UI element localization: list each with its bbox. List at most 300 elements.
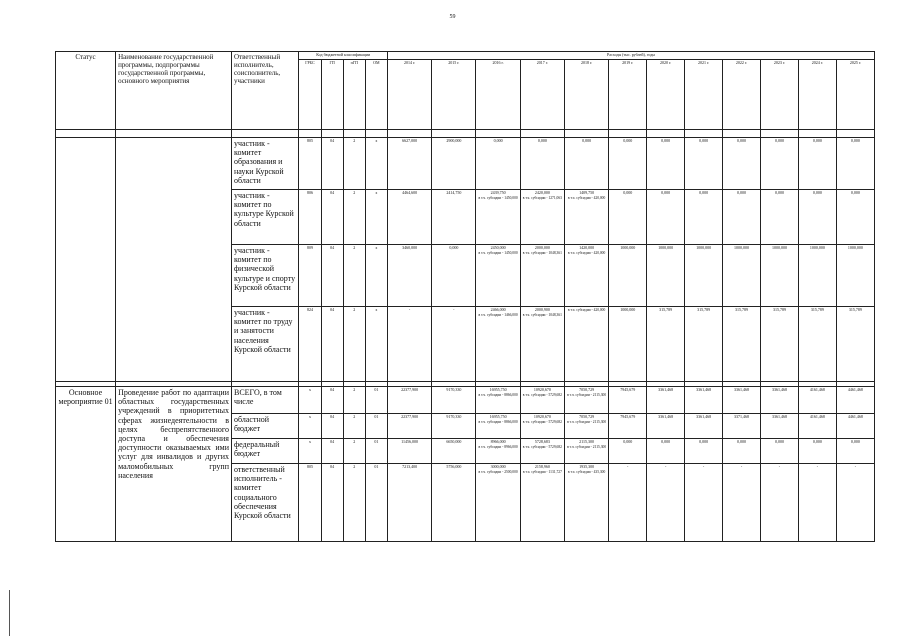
gap-cell xyxy=(343,130,365,138)
value-text: 4464,600 xyxy=(402,190,418,195)
value-cell xyxy=(685,464,723,542)
value-cell xyxy=(798,138,836,190)
value-cell xyxy=(723,138,761,190)
subsidy-note: в т.ч. субсидии - 1450,000 xyxy=(478,250,518,255)
subsidy-note: в т.ч. субсидии - 5729,682 xyxy=(522,419,562,424)
value-cell xyxy=(836,307,874,382)
main-event-name: Проведение работ по адаптации областных государственных учреждений в приоритетных сферах жизнедеятельности в целях беспрепятственного доступа и обеспечения доступности оказываемых ими услуг для инвалидов и других маломобильных групп населения xyxy=(116,387,232,542)
name-cell-empty xyxy=(116,138,232,382)
value-text: 2000,000 xyxy=(534,245,550,250)
value-text: 1935,300 xyxy=(579,464,595,469)
value-text: - xyxy=(778,464,781,469)
executor-cell: участник - комитет образования и науки Курской области xyxy=(231,138,298,190)
value-cell xyxy=(476,190,520,245)
value-cell xyxy=(387,439,431,464)
value-cell xyxy=(564,387,608,414)
executor-cell: участник - комитет по культуре Курской области xyxy=(231,190,298,245)
value-cell xyxy=(432,414,476,439)
value-text: 2900,000 xyxy=(446,138,462,143)
header-code-2: пГП xyxy=(343,60,365,130)
value-text: 1000,000 xyxy=(620,307,636,312)
value-text: 4161,468 xyxy=(809,387,825,392)
code-cell: 2 xyxy=(343,190,365,245)
value-text: 1420,000 xyxy=(579,245,595,250)
value-text: 2115,300 xyxy=(579,439,595,444)
value-text: 10920,670 xyxy=(533,387,551,392)
page-number: 59 xyxy=(449,14,456,20)
value-cell xyxy=(760,138,798,190)
value-cell xyxy=(685,387,723,414)
value-cell xyxy=(836,414,874,439)
code-cell: 04 xyxy=(321,190,343,245)
subsidy-note: в т.ч. субсидии - 2500,000 xyxy=(478,469,518,474)
value-cell xyxy=(836,245,874,307)
value-text: 1000,000 xyxy=(771,245,787,250)
scan-edge-mark xyxy=(9,590,10,636)
value-cell xyxy=(685,307,723,382)
value-text: 3361,468 xyxy=(734,387,749,392)
value-cell xyxy=(723,190,761,245)
gap-cell xyxy=(387,130,431,138)
value-text: 2466,000 xyxy=(490,307,506,312)
header-expenses-group: Расходы (тыс. рублей), годы xyxy=(387,52,874,60)
gap-cell xyxy=(798,130,836,138)
value-text: 0,000 xyxy=(850,138,860,143)
code-cell: 2 xyxy=(343,464,365,542)
value-text: 315,789 xyxy=(772,307,786,312)
value-cell xyxy=(432,387,476,414)
value-cell xyxy=(760,307,798,382)
subsidy-note: в т.ч. субсидии - 1466,000 xyxy=(478,312,518,317)
value-text: 3371,468 xyxy=(734,414,749,419)
value-cell xyxy=(609,387,647,414)
value-text: 0,000 xyxy=(850,190,860,195)
gap-cell xyxy=(321,130,343,138)
code-cell: х xyxy=(299,414,321,439)
executor-cell: ответственный исполнитель - комитет социального обеспечения Курской области xyxy=(231,464,298,542)
value-cell xyxy=(564,464,608,542)
header-year-5: 2019 г. xyxy=(609,60,647,130)
value-cell xyxy=(798,414,836,439)
subsidy-note: в т.ч. субсидии - 1271,063 xyxy=(522,195,562,200)
value-text: 22377,900 xyxy=(401,387,419,392)
header-year-2: 2016 г. xyxy=(476,60,520,130)
value-text: 7213,400 xyxy=(402,464,418,469)
code-cell: 2 xyxy=(343,439,365,464)
code-cell: х xyxy=(365,138,387,190)
value-text: 0,000 xyxy=(661,138,671,143)
value-text: 315,789 xyxy=(848,307,862,312)
value-cell xyxy=(609,138,647,190)
value-cell xyxy=(432,190,476,245)
code-cell: 01 xyxy=(365,439,387,464)
gap-cell xyxy=(520,130,564,138)
value-text: 3361,468 xyxy=(771,387,787,392)
value-cell xyxy=(609,414,647,439)
value-text: - xyxy=(627,464,629,469)
value-cell xyxy=(760,464,798,542)
value-text: 5728,683 xyxy=(534,439,550,444)
subsidy-note: в т.ч. субсидии - 1450,000 xyxy=(478,195,518,200)
value-text: - xyxy=(408,307,411,312)
subsidy-note: в т.ч. субсидии - 5729,682 xyxy=(522,444,562,449)
header-year-10: 2024 г. xyxy=(798,60,836,130)
value-text: 0,000 xyxy=(812,439,822,444)
value-text: 6627,000 xyxy=(402,138,418,143)
value-text: 4161,468 xyxy=(809,414,825,419)
gap-cell xyxy=(432,130,476,138)
header-code-1: ГП xyxy=(321,60,343,130)
value-cell xyxy=(647,414,685,439)
value-cell xyxy=(798,190,836,245)
value-cell xyxy=(798,464,836,542)
value-text: 0,000 xyxy=(812,190,822,195)
value-text: 7050,729 xyxy=(579,414,595,419)
header-year-4: 2018 г. xyxy=(564,60,608,130)
value-cell xyxy=(609,307,647,382)
subsidy-note: в т.ч. субсидии - 5729,682 xyxy=(522,392,562,397)
value-text: 3361,468 xyxy=(658,414,674,419)
value-cell xyxy=(760,245,798,307)
value-cell xyxy=(520,387,564,414)
subsidy-note: в т.ч. субсидии - 420,000 xyxy=(567,195,606,200)
code-cell: 2 xyxy=(343,387,365,414)
value-text: 1000,000 xyxy=(696,245,712,250)
value-text: 0,000 xyxy=(623,138,633,143)
value-cell xyxy=(798,307,836,382)
value-cell xyxy=(432,138,476,190)
value-cell xyxy=(760,190,798,245)
executor-cell: участник - комитет по физической культуре и спорту Курской области xyxy=(231,245,298,307)
gap-cell xyxy=(564,130,608,138)
value-text: 7050,729 xyxy=(579,387,595,392)
value-cell xyxy=(760,414,798,439)
value-text: 2158,960 xyxy=(534,464,550,469)
header-status: Статус xyxy=(56,52,116,130)
value-cell xyxy=(432,307,476,382)
value-cell xyxy=(760,439,798,464)
value-cell xyxy=(647,138,685,190)
value-cell xyxy=(432,439,476,464)
value-cell xyxy=(476,387,520,414)
value-cell xyxy=(685,414,723,439)
value-cell xyxy=(836,387,874,414)
value-cell xyxy=(685,190,723,245)
subsidy-note: в т.ч. субсидии - 435,300 xyxy=(567,469,606,474)
value-text: 2414,750 xyxy=(446,190,462,195)
value-cell xyxy=(647,439,685,464)
subsidy-note: в т.ч. субсидии - 420,000 xyxy=(567,308,606,312)
value-cell xyxy=(564,439,608,464)
value-text: 4461,468 xyxy=(847,414,863,419)
value-text: 0,000 xyxy=(774,439,784,444)
value-cell xyxy=(387,414,431,439)
code-cell: 806 xyxy=(299,190,321,245)
value-cell xyxy=(564,138,608,190)
value-cell xyxy=(520,464,564,542)
executor-cell: областной бюджет xyxy=(231,414,298,439)
value-text: 10920,670 xyxy=(533,414,551,419)
value-text: 0,000 xyxy=(623,439,633,444)
value-cell xyxy=(798,387,836,414)
value-text: - xyxy=(816,464,819,469)
code-cell: 04 xyxy=(321,387,343,414)
value-text: 3361,468 xyxy=(771,414,787,419)
gap-cell xyxy=(760,130,798,138)
code-cell: 2 xyxy=(343,138,365,190)
header-executor: Ответственный исполнитель, соисполнитель, участники xyxy=(231,52,298,130)
value-cell xyxy=(387,245,431,307)
value-cell xyxy=(387,190,431,245)
value-cell xyxy=(564,190,608,245)
value-cell xyxy=(723,307,761,382)
value-text: 16955,750 xyxy=(489,387,507,392)
value-text: 11456,000 xyxy=(401,439,419,444)
code-cell: 2 xyxy=(343,414,365,439)
value-text: 5756,000 xyxy=(446,464,462,469)
status-cell-empty xyxy=(56,138,116,382)
gap-cell xyxy=(299,130,321,138)
gap-cell xyxy=(116,130,232,138)
value-text: 3361,468 xyxy=(696,387,712,392)
code-cell: 04 xyxy=(321,464,343,542)
value-text: 4461,468 xyxy=(847,387,863,392)
value-text: 0,000 xyxy=(661,439,671,444)
value-text: 1000,000 xyxy=(620,245,636,250)
value-text: 0,000 xyxy=(774,138,784,143)
header-year-8: 2022 г. xyxy=(723,60,761,130)
subsidy-note: в т.ч. субсидии - 2115,300 xyxy=(567,392,607,397)
code-cell: х xyxy=(365,307,387,382)
value-text: 7945,679 xyxy=(620,414,636,419)
value-cell xyxy=(476,414,520,439)
value-cell xyxy=(387,464,431,542)
value-cell xyxy=(564,245,608,307)
code-cell: 809 xyxy=(299,245,321,307)
value-cell xyxy=(520,245,564,307)
value-cell xyxy=(685,245,723,307)
value-cell xyxy=(723,245,761,307)
code-cell: 04 xyxy=(321,414,343,439)
value-text: 2450,000 xyxy=(490,245,506,250)
gap-cell xyxy=(365,130,387,138)
header-year-3: 2017 г. xyxy=(520,60,564,130)
value-text: 0,000 xyxy=(699,138,709,143)
gap-cell xyxy=(836,130,874,138)
value-cell xyxy=(609,439,647,464)
code-cell: 04 xyxy=(321,245,343,307)
value-text: 0,000 xyxy=(493,138,503,143)
table-row-gap xyxy=(56,130,875,138)
value-cell xyxy=(476,439,520,464)
gap-cell xyxy=(476,130,520,138)
value-cell xyxy=(798,245,836,307)
value-cell xyxy=(387,138,431,190)
code-cell: х xyxy=(365,245,387,307)
header-year-0: 2014 г. xyxy=(387,60,431,130)
value-text: 0,000 xyxy=(661,190,671,195)
gap-cell xyxy=(685,130,723,138)
value-cell xyxy=(609,190,647,245)
value-text: 3361,468 xyxy=(696,414,712,419)
code-cell: 04 xyxy=(321,138,343,190)
value-text: 7945,679 xyxy=(620,387,636,392)
code-cell: 824 xyxy=(299,307,321,382)
value-text: - xyxy=(854,464,857,469)
code-cell: 01 xyxy=(365,387,387,414)
value-cell xyxy=(760,387,798,414)
value-cell xyxy=(836,138,874,190)
value-text: 0,000 xyxy=(774,190,784,195)
table-body xyxy=(56,130,875,542)
value-text: 3361,468 xyxy=(658,387,674,392)
value-cell xyxy=(723,439,761,464)
budget-table xyxy=(55,51,875,542)
value-cell xyxy=(836,464,874,542)
code-cell: 01 xyxy=(365,414,387,439)
value-text: 3000,000 xyxy=(490,464,506,469)
gap-cell xyxy=(231,130,298,138)
value-cell xyxy=(647,307,685,382)
value-cell xyxy=(647,245,685,307)
value-cell xyxy=(723,387,761,414)
value-text: 0,000 xyxy=(699,190,709,195)
value-text: 1000,000 xyxy=(658,245,674,250)
value-cell xyxy=(609,245,647,307)
value-cell xyxy=(520,439,564,464)
value-text: 0,000 xyxy=(699,439,709,444)
value-text: 0,000 xyxy=(537,138,547,143)
subsidy-note: в т.ч. субсидии - 2115,300 xyxy=(567,419,607,424)
value-cell xyxy=(476,307,520,382)
value-text: 9170,330 xyxy=(446,387,462,392)
value-text: 0,000 xyxy=(737,190,746,195)
header-code-0: ГРБС xyxy=(299,60,321,130)
value-text: 2000,900 xyxy=(534,307,550,312)
value-text: 6650,000 xyxy=(446,439,462,444)
value-text: 1409,750 xyxy=(579,190,595,195)
value-cell xyxy=(432,464,476,542)
header-year-7: 2021 г. xyxy=(685,60,723,130)
header-name: Наименование государственной программы, подпрограммы государственной программы, основного мероприятия xyxy=(116,52,232,130)
value-cell xyxy=(647,464,685,542)
value-text: 1000,000 xyxy=(809,245,825,250)
subsidy-note: в т.ч. субсидии - 8966,000 xyxy=(478,444,518,449)
value-cell xyxy=(520,307,564,382)
value-text: 2439,750 xyxy=(490,190,506,195)
value-cell xyxy=(520,138,564,190)
header-budget-code-group: Код бюджетной классификации xyxy=(299,52,388,60)
header-year-11: 2025 г. xyxy=(836,60,874,130)
value-cell xyxy=(476,138,520,190)
value-text: - xyxy=(740,464,743,469)
value-text: 0,000 xyxy=(623,190,633,195)
value-text: 3460,000 xyxy=(402,245,418,250)
value-cell xyxy=(520,190,564,245)
subsidy-note: в т.ч. субсидии - 8866,000 xyxy=(478,419,518,424)
code-cell: 805 xyxy=(299,464,321,542)
value-text: - xyxy=(702,464,705,469)
value-text: 8966,000 xyxy=(490,439,506,444)
subsidy-note: в т.ч. субсидии - 1131,727 xyxy=(522,469,562,474)
table-row xyxy=(56,387,875,414)
value-cell xyxy=(798,439,836,464)
value-text: 315,789 xyxy=(810,307,824,312)
value-cell xyxy=(836,190,874,245)
gap-cell xyxy=(723,130,761,138)
value-cell xyxy=(723,464,761,542)
value-cell xyxy=(723,414,761,439)
value-text: 315,789 xyxy=(659,307,673,312)
code-cell: х xyxy=(299,439,321,464)
gap-cell xyxy=(56,130,116,138)
code-cell: х xyxy=(299,387,321,414)
code-cell: 2 xyxy=(343,245,365,307)
value-text: 0,000 xyxy=(449,245,459,250)
value-cell xyxy=(647,387,685,414)
header-code-3: ОМ xyxy=(365,60,387,130)
value-cell xyxy=(476,464,520,542)
value-text: 315,789 xyxy=(735,307,748,312)
value-cell xyxy=(432,245,476,307)
subsidy-note: в т.ч. субсидии - 1048,361 xyxy=(522,312,562,317)
executor-cell: федеральный бюджет xyxy=(231,439,298,464)
value-text: 0,000 xyxy=(737,439,746,444)
value-cell xyxy=(836,439,874,464)
value-cell xyxy=(476,245,520,307)
subsidy-note: в т.ч. субсидии - 420,000 xyxy=(567,250,606,255)
value-cell xyxy=(387,387,431,414)
value-text: 0,000 xyxy=(582,138,592,143)
value-text: 22377,900 xyxy=(401,414,419,419)
header-year-1: 2015 г. xyxy=(432,60,476,130)
code-cell: 04 xyxy=(321,439,343,464)
value-cell xyxy=(387,307,431,382)
value-text: 2420,000 xyxy=(534,190,550,195)
main-event-status: Основное мероприятие 01 xyxy=(56,387,116,542)
table-row xyxy=(56,138,875,190)
value-text: - xyxy=(453,307,455,312)
code-cell: х xyxy=(365,190,387,245)
value-text: 1000,000 xyxy=(734,245,749,250)
gap-cell xyxy=(609,130,647,138)
subsidy-note: в т.ч. субсидии - 1048,361 xyxy=(522,250,562,255)
value-text: 0,000 xyxy=(737,138,746,143)
executor-cell: участник - комитет по труду и занятости населения Курской области xyxy=(231,307,298,382)
code-cell: 2 xyxy=(343,307,365,382)
value-text: 315,789 xyxy=(697,307,711,312)
value-text: 9170,330 xyxy=(446,414,462,419)
header-year-9: 2023 г. xyxy=(760,60,798,130)
value-text: 16955,750 xyxy=(489,414,507,419)
value-text: 1000,000 xyxy=(847,245,863,250)
executor-cell: ВСЕГО, в том числе xyxy=(231,387,298,414)
code-cell: 01 xyxy=(365,464,387,542)
value-cell xyxy=(609,464,647,542)
subsidy-note: в т.ч. субсидии - 8866,000 xyxy=(478,392,518,397)
value-cell xyxy=(564,307,608,382)
header-year-6: 2020 г. xyxy=(647,60,685,130)
code-cell: 805 xyxy=(299,138,321,190)
subsidy-note: в т.ч. субсидии - 2115,300 xyxy=(567,444,607,449)
value-cell xyxy=(685,138,723,190)
value-text: 0,000 xyxy=(850,439,860,444)
value-text: - xyxy=(664,464,667,469)
value-cell xyxy=(564,414,608,439)
value-text: 0,000 xyxy=(812,138,822,143)
code-cell: 04 xyxy=(321,307,343,382)
value-cell xyxy=(520,414,564,439)
